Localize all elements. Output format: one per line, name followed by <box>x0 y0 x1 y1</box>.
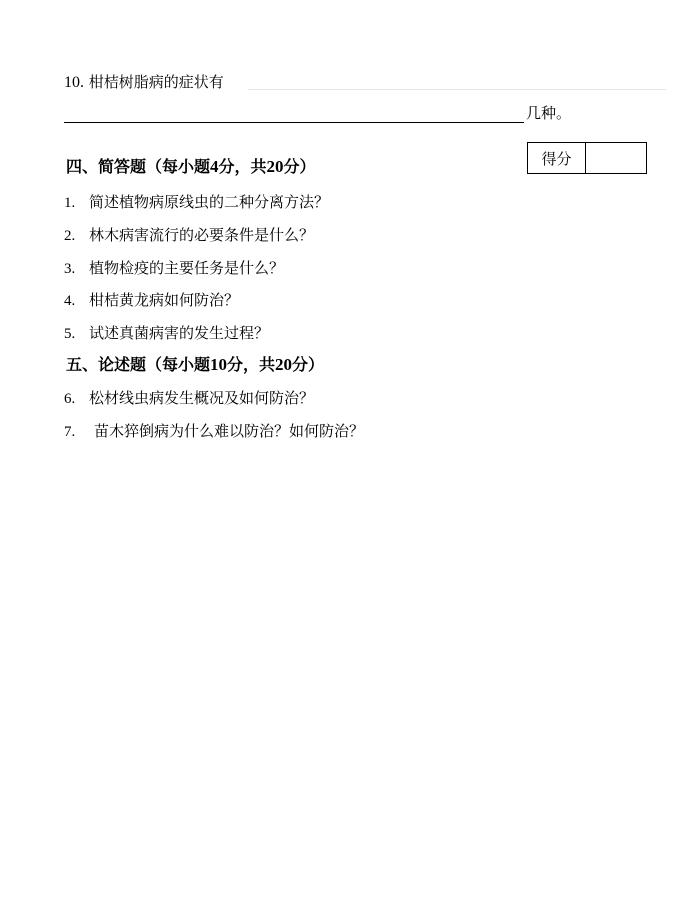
answer-blank-line <box>64 122 524 123</box>
item-text: 苗木猝倒病为什么难以防治？如何防治？ <box>94 422 365 440</box>
points-total: 20 <box>266 157 284 176</box>
question-item <box>64 225 314 246</box>
item-number: 3. <box>64 261 76 277</box>
item-text: 简述植物病原线虫的二种分离方法？ <box>89 193 330 211</box>
question-item <box>64 290 239 311</box>
item-number: 6. <box>64 391 76 407</box>
points-each: 4 <box>210 157 219 176</box>
question-10-suffix: 几种。 <box>526 104 572 122</box>
question-item <box>64 323 269 344</box>
question-text: 柑桔树脂病的症状有 <box>88 73 224 91</box>
item-number: 7. <box>64 424 76 440</box>
heading-prefix: 五、论述题（每小题 <box>66 355 211 374</box>
section-4-heading <box>66 156 316 178</box>
item-number: 1. <box>64 195 76 211</box>
question-10 <box>64 72 224 93</box>
heading-suffix: 分） <box>283 157 316 176</box>
item-number: 2. <box>64 228 76 244</box>
heading-suffix: 分） <box>292 355 325 374</box>
score-label: 得分 <box>528 143 586 173</box>
item-text: 柑桔黄龙病如何防治？ <box>89 291 240 309</box>
item-text: 植物检疫的主要任务是什么？ <box>89 259 285 277</box>
score-box <box>527 142 647 174</box>
heading-mid: 分，共 <box>227 355 276 374</box>
item-number: 4. <box>64 293 76 309</box>
faint-rule <box>248 89 666 90</box>
section-5-heading <box>66 354 324 376</box>
item-number: 5. <box>64 326 76 342</box>
question-number: 10. <box>64 74 84 91</box>
heading-mid: 分，共 <box>218 157 267 176</box>
item-text: 林木病害流行的必要条件是什么？ <box>89 226 315 244</box>
points-each: 10 <box>210 355 228 374</box>
score-value-cell[interactable] <box>586 143 646 173</box>
question-item <box>64 258 284 279</box>
item-text: 松材线虫病发生概况及如何防治？ <box>89 389 315 407</box>
item-text: 试述真菌病害的发生过程？ <box>89 324 270 342</box>
question-item <box>64 388 314 409</box>
points-total: 20 <box>275 355 293 374</box>
question-item <box>64 192 329 213</box>
heading-prefix: 四、简答题（每小题 <box>66 157 211 176</box>
question-item <box>64 421 364 442</box>
